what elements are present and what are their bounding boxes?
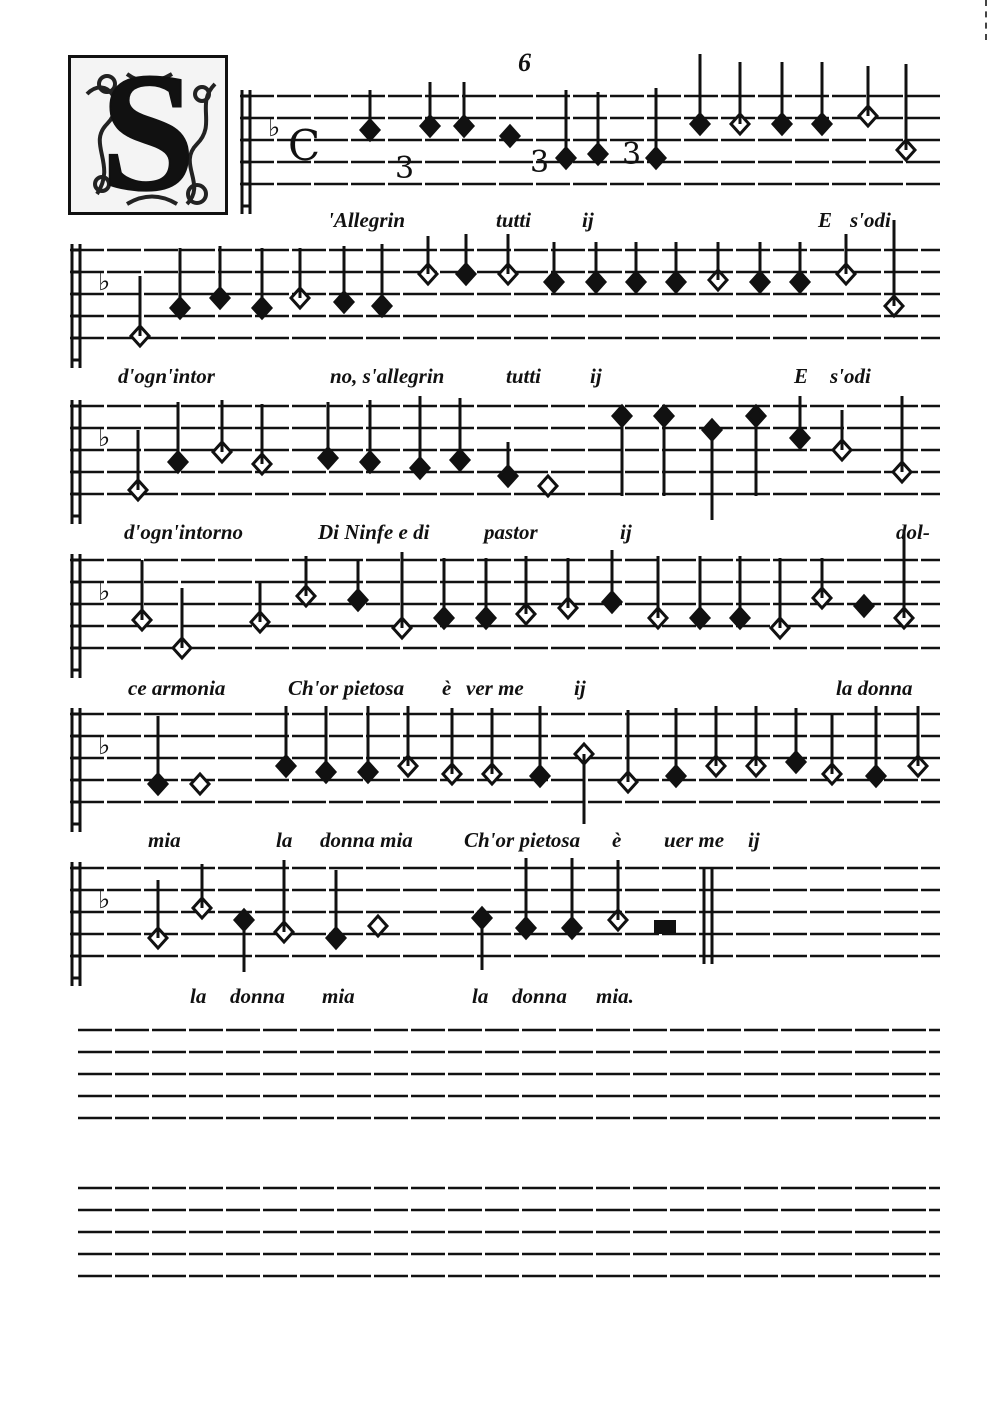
lyric-segment: ce armonia: [128, 676, 226, 700]
lyric-segment: 'Allegrin: [328, 208, 406, 232]
flat-sign: ♭: [98, 885, 111, 915]
lyric-segment: donna mia: [320, 828, 413, 852]
lyric-segment: d'ogn'intorno: [124, 520, 244, 544]
lyric-segment: pastor: [484, 520, 538, 544]
lyric-segment: Di Ninfe e di: [318, 520, 430, 544]
lyric-segment: d'ogn'intor: [118, 364, 215, 388]
lyric-segment: E: [818, 208, 833, 232]
lyric-segment: la: [190, 984, 207, 1008]
note-head: [855, 596, 873, 616]
lyric-segment: la donna: [836, 676, 913, 700]
flat-sign: ♭: [98, 731, 111, 761]
lyric-segment: E: [794, 364, 809, 388]
lyric-segment: dol-: [896, 520, 930, 544]
initial-letter: S: [100, 55, 196, 215]
flat-sign: ♭: [98, 267, 111, 297]
flat-sign: ♭: [268, 113, 281, 143]
flat-sign: ♭: [98, 423, 111, 453]
lyric-segment: mia: [322, 984, 355, 1008]
lyric-segment: ij: [582, 208, 594, 232]
lyric-segment: tutti: [506, 364, 542, 388]
mensuration-sign: C: [288, 121, 321, 170]
lyric-segment: mia.: [596, 984, 634, 1008]
lyric-segment: no, s'allegrin: [330, 364, 445, 388]
lyric-segment: Ch'or pietosa: [288, 676, 405, 700]
lyric-segment: la: [472, 984, 489, 1008]
triplet-mark: 3: [395, 151, 415, 186]
triplet-mark: 3: [622, 137, 642, 172]
triplet-mark: 3: [530, 145, 550, 180]
lyric-segment: donna: [512, 984, 567, 1008]
lyric-segment: ver me: [466, 676, 524, 700]
lyric-segment: è: [612, 828, 622, 852]
lyric-segment: è: [442, 676, 452, 700]
lyric-segment: uer me: [664, 828, 725, 852]
lyric-segment: s'odi: [830, 364, 871, 388]
flat-sign: ♭: [98, 577, 111, 607]
lyric-segment: s'odi: [850, 208, 891, 232]
lyric-segment: ij: [574, 676, 586, 700]
final-longa: [654, 920, 676, 934]
note-head: [501, 126, 519, 146]
lyric-segment: ij: [748, 828, 760, 852]
page-number: 6: [518, 48, 531, 77]
note-head: [191, 774, 209, 794]
lyric-segment: ij: [620, 520, 632, 544]
lyric-segment: mia: [148, 828, 181, 852]
lyric-segment: donna: [230, 984, 285, 1008]
lyric-segment: Ch'or pietosa: [464, 828, 581, 852]
lyric-segment: la: [276, 828, 293, 852]
lyric-segment: tutti: [496, 208, 532, 232]
lyric-segment: ij: [590, 364, 602, 388]
